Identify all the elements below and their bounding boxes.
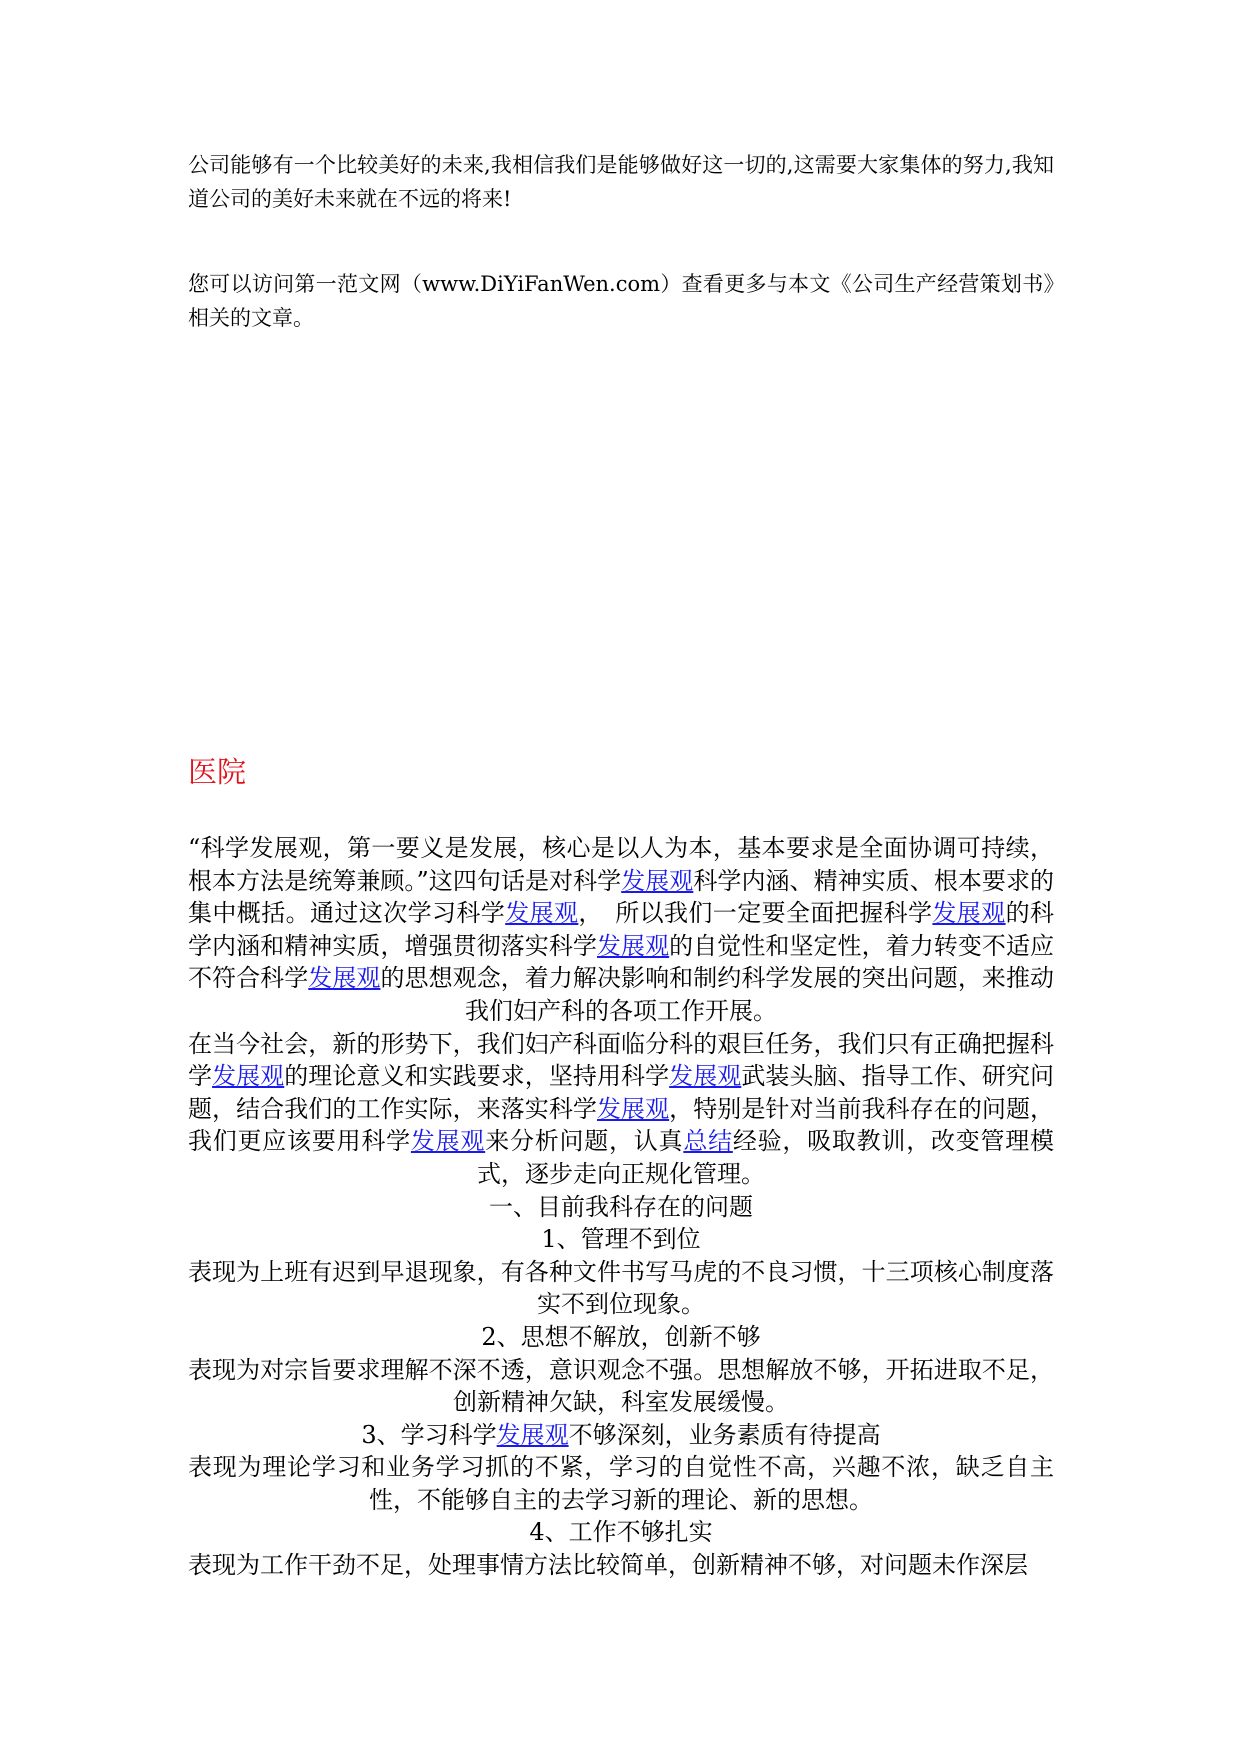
- link-fazhanguan[interactable]: 发展观: [212, 1062, 285, 1091]
- item-2-title: 2、思想不解放，创新不够: [481, 1322, 761, 1351]
- intro-section: [188, 148, 1054, 335]
- link-fazhanguan[interactable]: 发展观: [596, 1094, 670, 1123]
- item-2-text: 表现为对宗旨要求理解不深不透，意识观念不强。思想解放不够，开拓进取不足，创新精神欠缺，科室发展缓慢。: [188, 1355, 1054, 1417]
- site-url: www.DiYiFanWen.com: [422, 272, 661, 296]
- section-heading: 医院: [188, 755, 247, 789]
- visit-paragraph: 您可以访问第一范文网（www.DiYiFanWen.com）查看更多与本文《公司生产经营策划书》相关的文章。: [188, 272, 1054, 330]
- paragraph-2: 在当今社会，新的形势下，我们妇产科面临分科的艰巨任务，我们只有正确把握科学发展观的理论意义和实践要求，坚持用科学发展观武装头脑、指导工作、研究问题，结合我们的工作实际，来落实科学发展观，特别是针对当前我科存在的问题，我们更应该要用科学发展观来分析问题，认真总结经验，吸取教训，改变管理模式，逐步走向正规化管理。: [188, 1029, 1055, 1188]
- link-fazhanguan[interactable]: 发展观: [410, 1127, 486, 1156]
- paragraph-1: “科学发展观，第一要义是发展，核心是以人为本，基本要求是全面协调可持续，根本方法是统筹兼顾。”这四句话是对科学发展观科学内涵、精神实质、根本要求的集中概括。通过这次学习科学发展观， 所以我们一定要全面把握科学发展观的科学内涵和精神实质，增强贯彻落实科学发展观的自觉性和坚定性，着力转变不适应不符合科学发展观的思想观念，着力解决影响和制约科学发展的突出问题，来推动我们妇产科的各项工作开展。: [188, 834, 1055, 1025]
- link-fazhanguan[interactable]: 发展观: [621, 866, 694, 895]
- item-4-title: 4、工作不够扎实: [529, 1518, 713, 1547]
- link-fazhanguan[interactable]: 发展观: [669, 1062, 742, 1091]
- link-fazhanguan[interactable]: 发展观: [932, 899, 1006, 928]
- section-title: 一、目前我科存在的问题: [489, 1192, 753, 1221]
- item-3-title: 3、学习科学发展观不够深刻，业务素质有待提高: [361, 1420, 881, 1449]
- item-1-title: 1、管理不到位: [541, 1225, 701, 1254]
- item-4-text: 表现为工作干劲不足，处理事情方法比较简单，创新精神不够，对问题未作深层: [188, 1551, 1028, 1580]
- closing-paragraph: 公司能够有一个比较美好的未来,我相信我们是能够做好这一切的,这需要大家集体的努力,我知道公司的美好未来就在不远的将来!: [188, 153, 1054, 211]
- link-fazhanguan[interactable]: 发展观: [308, 964, 381, 993]
- link-fazhanguan[interactable]: 发展观: [496, 1420, 569, 1449]
- item-3-text: 表现为理论学习和业务学习抓的不紧，学习的自觉性不高，兴趣不浓，缺乏自主性，不能够自主的去学习新的理论、新的思想。: [188, 1453, 1054, 1514]
- item-1-text: 表现为上班有迟到早退现象，有各种文件书写马虎的不良习惯，十三项核心制度落实不到位现象。: [188, 1257, 1054, 1319]
- link-zongjie[interactable]: 总结: [683, 1127, 733, 1156]
- article-body: [188, 832, 1054, 1582]
- link-fazhanguan[interactable]: 发展观: [596, 931, 670, 960]
- link-fazhanguan[interactable]: 发展观: [505, 899, 579, 928]
